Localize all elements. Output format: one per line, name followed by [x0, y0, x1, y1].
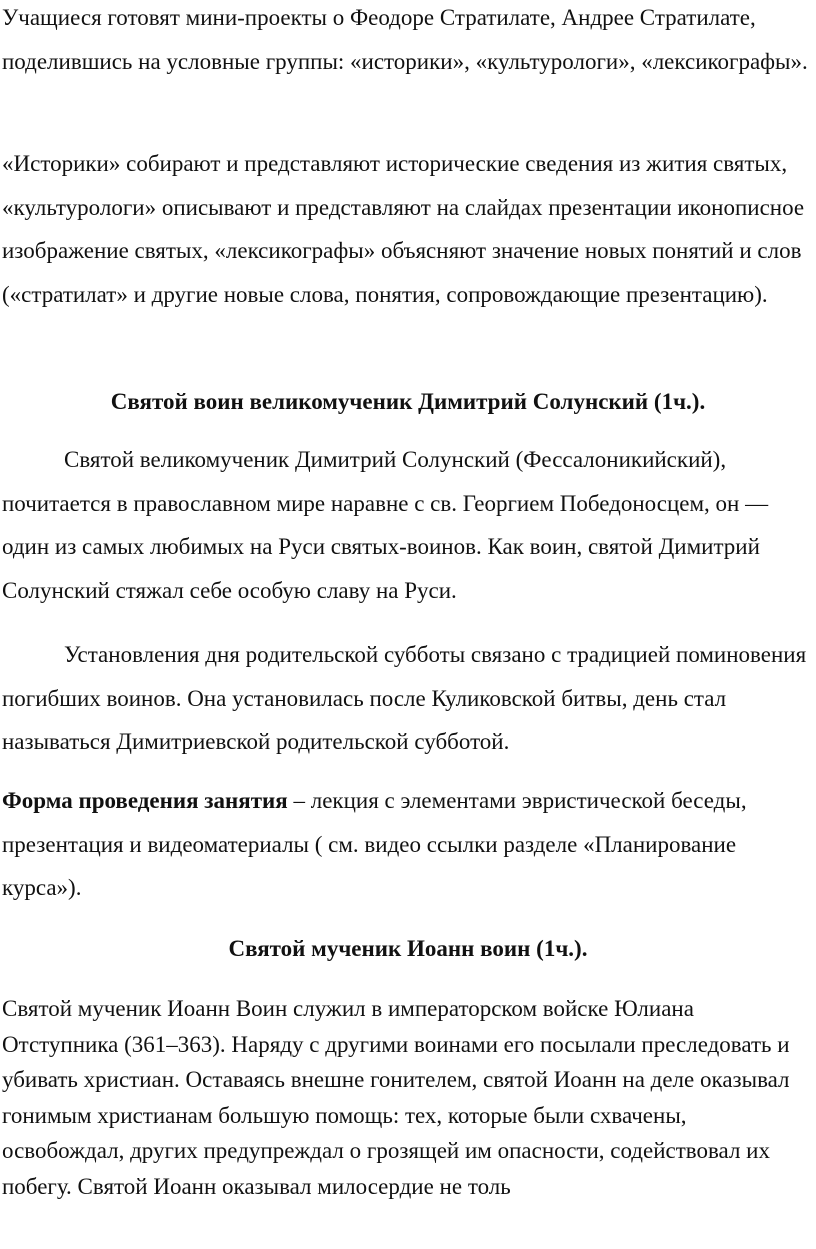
lesson-form-label: Форма проведения занятия: [2, 788, 288, 813]
section-heading-dimitry: Святой воин великомученик Димитрий Солунский (1ч.).: [110, 389, 706, 414]
saturday-paragraph: Установления дня родительской субботы связано с традицией поминовения погибших воинов. Она установилась после Куликовской битвы, день стал называться Димитриевской родительской субботой.: [2, 642, 807, 754]
section-heading-ioann: Святой мученик Иоанн воин (1ч.).: [228, 936, 588, 961]
lesson-form-text: – лекция с элементами эвристической беседы, презентация и видеоматериалы ( см. видео ссылки разделе «Планирование курса»).: [2, 788, 747, 900]
groups-paragraph: «Историки» собирают и представляют исторические сведения из жития святых, «культурологи» описывают и представляют на слайдах презентации иконописное изображение святых, «лексикографы» объясняют значение новых понятий и слов («стратилат» и другие новые слова, понятия, сопровождающие презентацию).: [2, 151, 805, 307]
ioann-paragraph: Святой мученик Иоанн Воин служил в императорском войске Юлиана Отступника (361–363). Наряду с другими воинами его посылали преследовать и убивать христиан. Оставаясь внешне гонителем, святой Иоанн на деле оказывал гонимым христианам большую помощь: тех, которые были схвачены, освобождал, других предупреждал о грозящей им опасности, содействовал их побегу. Святой Иоанн оказывал милосердие не толь: [2, 996, 790, 1199]
lesson-form-paragraph: [2, 779, 812, 910]
dimitry-paragraph: Святой великомученик Димитрий Солунский (Фессалоникийский), почитается в православном мире наравне с св. Георгием Победоносцем, он — один из самых любимых на Руси святых-воинов. Как воин, святой Димитрий Солунский стяжал себе особую славу на Руси.: [2, 447, 769, 603]
intro-paragraph: Учащиеся готовят мини-проекты о Феодоре Стратилате, Андрее Стратилате, поделившись на условные группы: «историки», «культурологи», «лексикографы».: [2, 5, 808, 74]
